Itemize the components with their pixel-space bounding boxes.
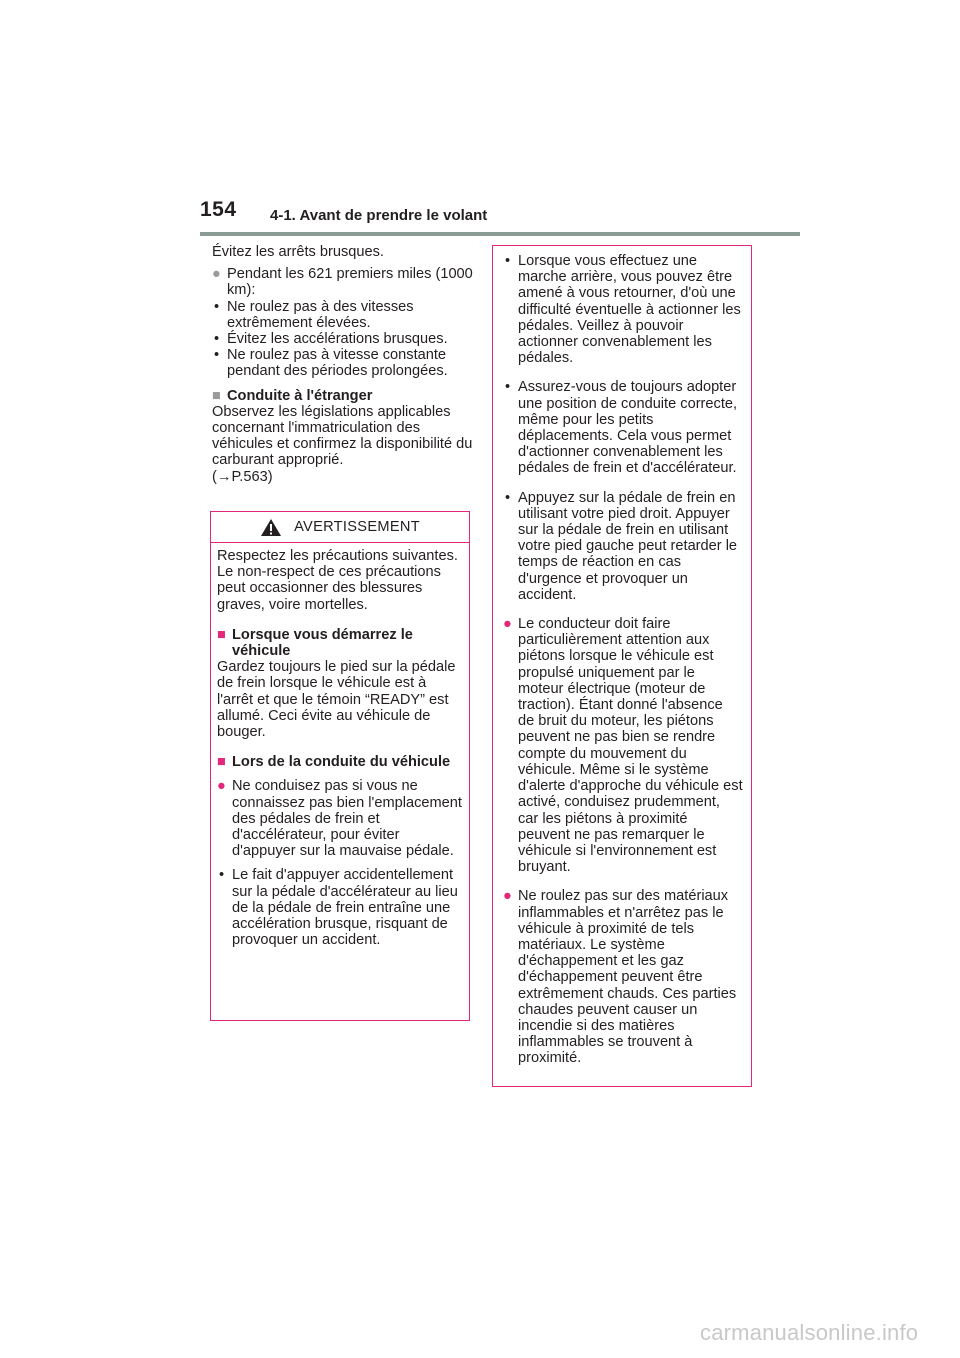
warning-triangle-icon [260, 518, 282, 537]
right-bullet-1 [503, 616, 743, 875]
dash-bullet-icon: • [505, 253, 511, 269]
list-item: Le conducteur doit faire particulièrement attention aux piétons lorsque le véhicule est propulsé uniquement par le moteur électrique (moteur de traction). Étant donné l'absence de bruit du moteur, les piétons peuvent ne pas bien se rendre compte du mouvement du véhicule. Même si le système d'alerte d'approche du véhicule est activé, conduisez prudemment, car les piétons à proximité peuvent ne pas remarquer le véhicule si l'environnement est bruyant. [518, 616, 743, 876]
list-item: Le fait d'appuyer accidentellement sur la pédale d'accélérateur au lieu de la pédale de frein entraîne une accélération brusque, risquant de provoquer un accident. [232, 867, 458, 949]
dash-bullet-icon: • [219, 867, 225, 884]
abroad-body: Observez les législations applicables concernant l'immatriculation des véhicules et confirmez la disponibilité du carburant approprié. (→P.563) [212, 403, 473, 485]
start-heading: ■ Lorsque vous démarrez le véhicule [217, 626, 413, 660]
driving-heading: ■ Lors de la conduite du véhicule [217, 754, 451, 771]
dash-bullet-icon: • [505, 489, 511, 506]
list-item: Ne roulez pas à des vitesses extrêmement élevées. [227, 298, 414, 331]
driving-dash [217, 867, 463, 948]
right-dash-3 [503, 490, 743, 603]
dash-bullet-icon: • [214, 347, 220, 364]
pink-circle-bullet-icon: ● [217, 778, 226, 795]
dash-bullet-icon: • [214, 331, 220, 348]
warning-box [210, 511, 470, 1021]
list-item: Assurez-vous de toujours adopter une position de conduite correcte, même pour les petits déplacements. Cela vous permet d'actionner convenablement les pédales de frein et d'accélérateur. [518, 379, 738, 477]
driving-bullet [217, 778, 463, 859]
warning-title: AVERTISSEMENT [294, 519, 420, 535]
list-item: Évitez les accélérations brusques. [227, 331, 448, 348]
header-rule [200, 232, 800, 236]
list-item: Ne roulez pas à vitesse constante pendant des périodes prolongées. [227, 347, 448, 380]
pink-circle-bullet-icon: ● [503, 888, 512, 905]
intro-text: Évitez les arrêts brusques. [212, 244, 384, 260]
section-title: 4-1. Avant de prendre le volant [270, 207, 488, 224]
list-item: Ne roulez pas sur des matériaux inflammables et n'arrêtez pas le véhicule à proximité de tels matériaux. Le système d'échappement et les gaz d'échappement peuvent être extrêmement chauds. Ces parties chaudes peuvent causer un incendie si des matières inflammables se trouvent à proximité. [518, 888, 737, 1067]
list-item: Lorsque vous effectuez une marche arrière, vous pouvez être amené à vous retourner, d'où une difficulté éventuelle à actionner les pédales. Veillez à pouvoir actionner convenablement les pédales. [518, 253, 741, 367]
page-reference-link[interactable]: (→P.563) [212, 468, 273, 485]
dash-bullet-icon: • [505, 379, 511, 396]
pink-circle-bullet-icon: ● [503, 616, 512, 633]
break-in-dash-3 [212, 347, 474, 379]
warning-continuation-box [492, 245, 752, 1087]
left-column [212, 244, 474, 485]
start-body: Gardez toujours le pied sur la pédale de frein lorsque le véhicule est à l'arrêt et que le témoin “READY” est allumé. Ceci évite au véhicule de bouger. [217, 659, 456, 741]
dash-bullet-icon: • [214, 298, 220, 315]
list-item: Ne conduisez pas si vous ne connaissez pas bien l'emplacement des pédales de frein et d'accélérateur, pour éviter d'appuyer sur la mauvaise pédale. [232, 778, 462, 860]
list-item: Appuyez sur la pédale de frein en utilisant votre pied droit. Appuyer sur la pédale de frein en utilisant votre pied gauche peut retarder le temps de réaction en cas d'urgence et provoquer un accident. [518, 489, 738, 603]
square-bullet-icon: ■ [212, 387, 221, 404]
watermark: carmanualsonline.info [700, 1320, 919, 1345]
break-in-dash-2 [212, 331, 474, 347]
square-bullet-icon: ■ [217, 626, 226, 643]
warning-header [211, 512, 469, 543]
gray-circle-bullet-icon: ● [212, 266, 221, 283]
abroad-heading: ■ Conduite à l'étranger [212, 387, 373, 404]
warning-intro: Respectez les précautions suivantes. Le non-respect de ces précautions peut occasionner des blessures graves, voire mortelles. [217, 548, 458, 613]
break-in-lead: Pendant les 621 premiers miles (1000 km): [227, 266, 473, 299]
break-in-dash-1 [212, 299, 474, 331]
right-dash-2 [503, 379, 743, 476]
square-bullet-icon: ■ [217, 754, 226, 771]
right-dash-1 [503, 253, 743, 366]
page-number: 154 [200, 198, 237, 221]
break-in-bullet [212, 266, 474, 298]
right-bullet-2 [503, 888, 743, 1066]
